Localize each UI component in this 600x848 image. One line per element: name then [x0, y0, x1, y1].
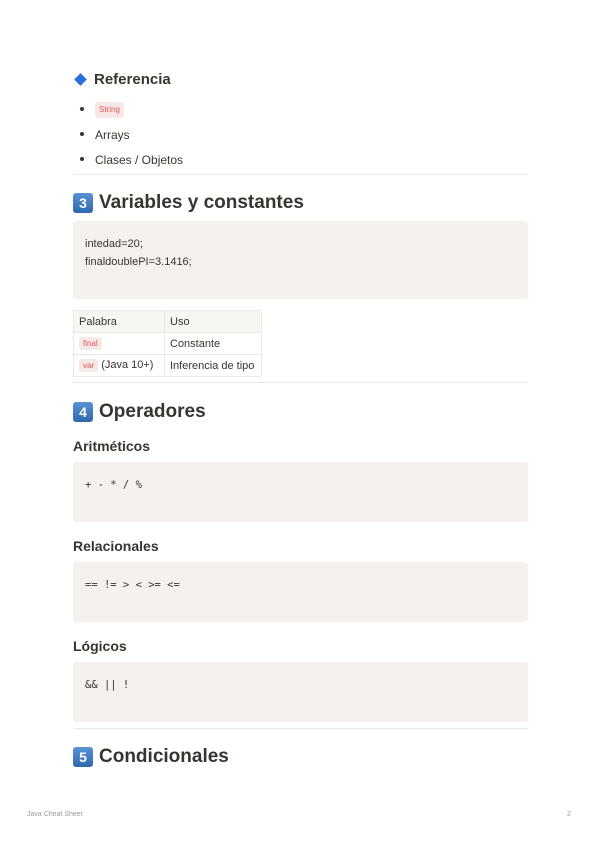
page-number: 2	[567, 811, 571, 818]
code-line: + - * / %	[85, 479, 142, 491]
table-header-palabra: Palabra	[74, 311, 165, 333]
blue-diamond-icon	[74, 73, 87, 86]
list-item	[73, 147, 528, 172]
keywords-table	[73, 310, 262, 377]
reference-title: Referencia	[94, 71, 171, 88]
table-header-row	[74, 311, 262, 333]
section-3-title: Variables y constantes	[99, 192, 304, 213]
code-block-logicos	[73, 662, 528, 722]
code-line: intedad=20;	[85, 238, 143, 250]
list-item-text: Clases / Objetos	[95, 152, 184, 167]
code-block-variables	[73, 221, 528, 299]
table-cell: Inferencia de tipo	[165, 355, 262, 377]
footer-title: Java Cheat Sheet	[27, 811, 83, 818]
code-block-aritmeticos	[73, 462, 528, 522]
code-line: finaldoublePI=3.1416;	[85, 256, 192, 268]
section-5-title: Condicionales	[99, 746, 229, 767]
subheading-logicos: Lógicos	[73, 638, 127, 654]
table-cell	[74, 355, 165, 377]
code-line: == != > < >= <=	[85, 579, 180, 591]
code-block-relacionales	[73, 562, 528, 622]
code-line: && || !	[85, 679, 130, 691]
section-4-title: Operadores	[99, 401, 206, 422]
list-item	[73, 122, 528, 147]
table-header-uso: Uso	[165, 311, 262, 333]
table-row	[74, 355, 262, 377]
inline-code: final	[79, 337, 102, 350]
divider	[73, 382, 528, 383]
divider	[73, 174, 528, 175]
table-row	[74, 333, 262, 355]
list-item	[73, 97, 528, 122]
inline-code: var	[79, 359, 98, 372]
subheading-aritmeticos: Aritméticos	[73, 438, 151, 454]
section-3-heading	[73, 192, 304, 214]
list-item-text: Arrays	[95, 127, 130, 142]
keycap-3-icon: 3	[73, 193, 93, 213]
table-cell	[74, 333, 165, 355]
subheading-relacionales: Relacionales	[73, 538, 159, 554]
keycap-4-icon: 4	[73, 402, 93, 422]
reference-heading	[73, 71, 171, 88]
table-cell-note: (Java 10+)	[101, 359, 154, 371]
table-cell: Constante	[165, 333, 262, 355]
divider	[73, 728, 528, 729]
keycap-5-icon: 5	[73, 747, 93, 767]
inline-code: String	[95, 102, 124, 118]
section-5-heading	[73, 746, 229, 768]
reference-list	[73, 97, 528, 172]
section-4-heading	[73, 401, 206, 423]
